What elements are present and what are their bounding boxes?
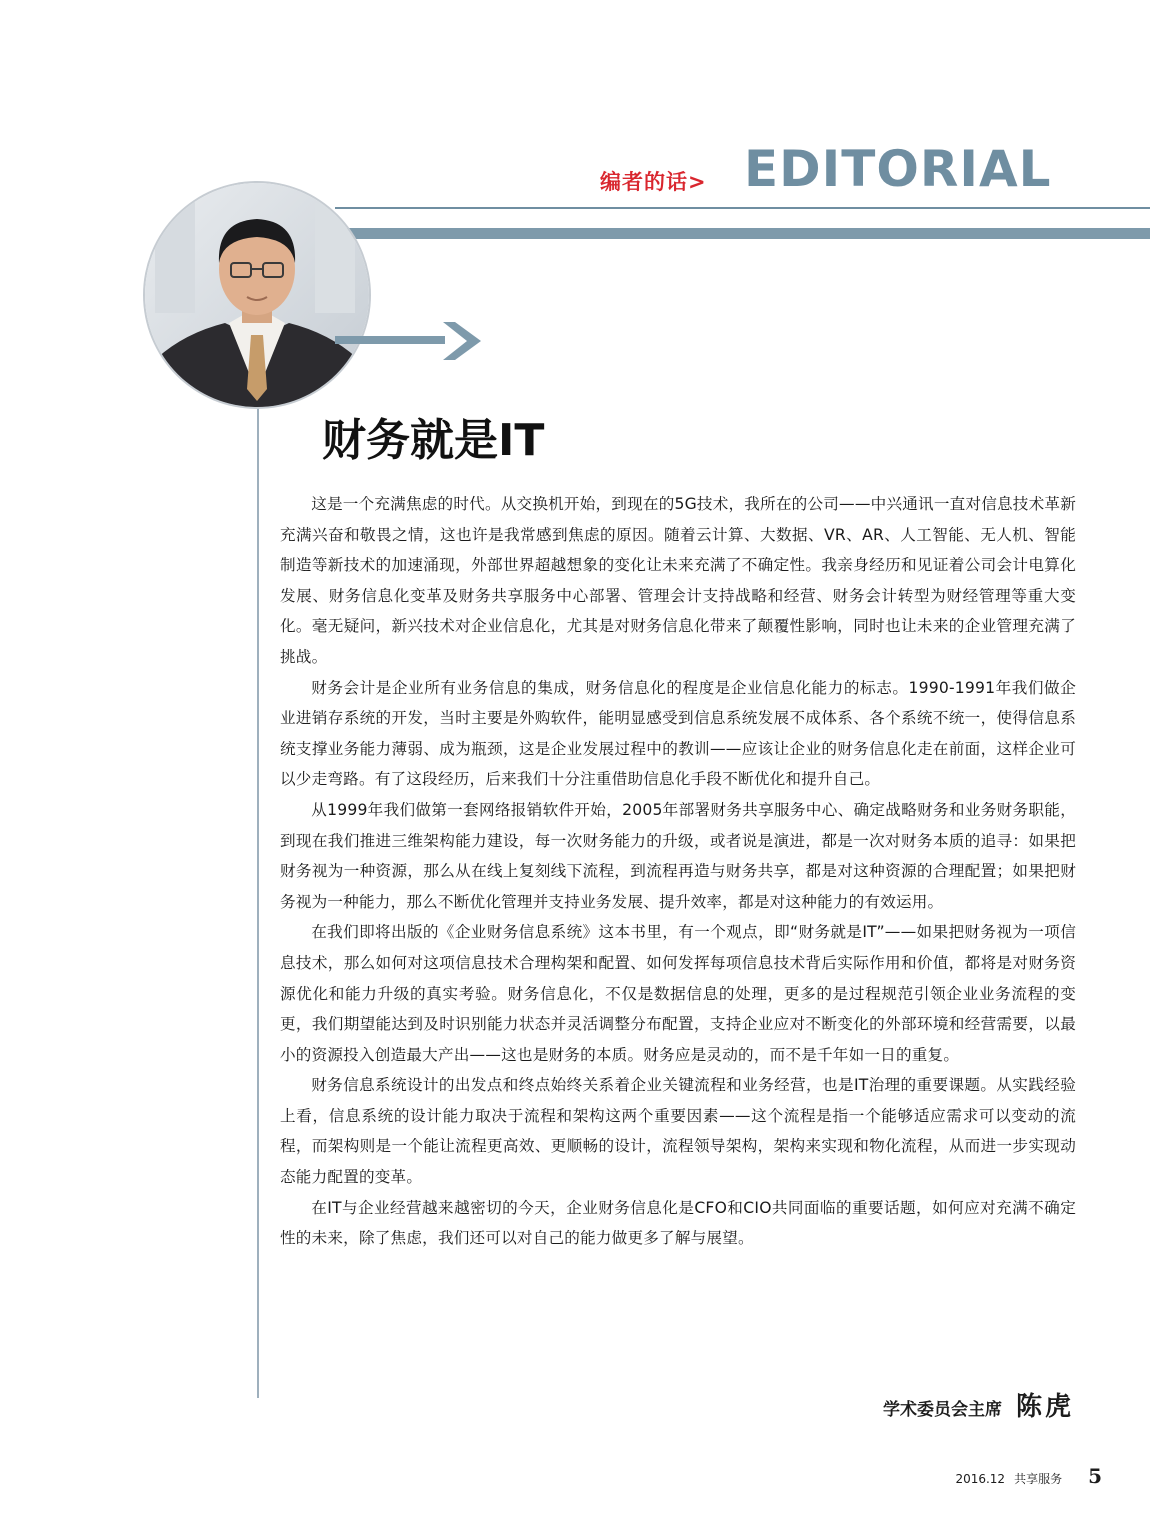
left-margin-rule [257, 396, 259, 1398]
header-rule-thin [335, 207, 1150, 209]
author-portrait [145, 183, 369, 407]
page-footer [955, 1464, 1102, 1488]
page-number: 5 [1088, 1464, 1102, 1488]
section-label-en: EDITORIAL [744, 140, 1052, 198]
article-body [280, 489, 1076, 1254]
header-rule-thick [342, 228, 1150, 239]
paragraph-1: 这是一个充满焦虑的时代。从交换机开始，到现在的5G技术，我所在的公司——中兴通讯一直对信息技术革新充满兴奋和敬畏之情，这也许是我常感到焦虑的原因。随着云计算、大数据、VR、AR、人工智能、无人机、智能制造等新技术的加速涌现，外部世界超越想象的变化让未来充满了不确定性。我亲身经历和见证着公司会计电算化发展、财务信息化变革及财务共享服务中心部署、管理会计支持战略和经营、财务会计转型为财经管理等重大变化。毫无疑问，新兴技术对企业信息化，尤其是对财务信息化带来了颠覆性影响，同时也让未来的企业管理充满了挑战。 [280, 495, 1076, 666]
section-label-cn: 编者的话> [600, 170, 707, 194]
paragraph-6: 在IT与企业经营越来越密切的今天，企业财务信息化是CFO和CIO共同面临的重要话题，如何应对充满不确定性的未来，除了焦虑，我们还可以对自己的能力做更多了解与展望。 [280, 1198, 1076, 1248]
signature-name: 陈虎 [1015, 1392, 1074, 1422]
publication-name: 共享服务 [1014, 1472, 1063, 1486]
paragraph-3: 从1999年我们做第一套网络报销软件开始，2005年部署财务共享服务中心、确定战略财务和业务财务职能，到现在我们推进三维架构能力建设，每一次财务能力的升级，或者说是演进，都是一次对财务本质的追寻：如果把财务视为一种资源，那么从在线上复刻线下流程，到流程再造与财务共享，都是对这种资源的合理配置；如果把财务视为一种能力，那么不断优化管理并支持业务发展、提升效率，都是对这种能力的有效运用。 [280, 800, 1076, 911]
paragraph-4: 在我们即将出版的《企业财务信息系统》这本书里，有一个观点，即“财务就是IT”——如果把财务视为一项信息技术，那么如何对这项信息技术合理构架和配置、如何发挥每项信息技术背后实际作用和价值，都将是对财务资源优化和能力升级的真实考验。财务信息化，不仅是数据信息的处理，更多的是过程规范引领企业业务流程的变更，我们期望能达到及时识别能力状态并灵活调整分布配置，支持企业应对不断变化的外部环境和经营需要，以最小的资源投入创造最大产出——这也是财务的本质。财务应是灵动的，而不是千年如一日的重复。 [280, 923, 1076, 1064]
issue-date: 2016.12 [955, 1472, 1006, 1486]
signature [883, 1386, 1074, 1423]
signature-role: 学术委员会主席 [882, 1400, 1002, 1420]
paragraph-5: 财务信息系统设计的出发点和终点始终关系着企业关键流程和业务经营，也是IT治理的重要课题。从实践经验上看，信息系统的设计能力取决于流程和架构这两个重要因素——这个流程是指一个能够适应需求可以变动的流程，而架构则是一个能让流程更高效、更顺畅的设计，流程领导架构，架构来实现和物化流程，从而进一步实现动态能力配置的变革。 [280, 1076, 1076, 1187]
arrow-right-icon [335, 318, 485, 364]
article-title: 财务就是IT [322, 415, 545, 466]
paragraph-2: 财务会计是企业所有业务信息的集成，财务信息化的程度是企业信息化能力的标志。1990-1991年我们做企业进销存系统的开发，当时主要是外购软件，能明显感受到信息系统发展不成体系、各个系统不统一，使得信息系统支撑业务能力薄弱、成为瓶颈，这是企业发展过程中的教训——应该让企业的财务信息化走在前面，这样企业可以少走弯路。有了这段经历，后来我们十分注重借助信息化手段不断优化和提升自己。 [280, 678, 1076, 789]
portrait-illustration [145, 183, 369, 407]
